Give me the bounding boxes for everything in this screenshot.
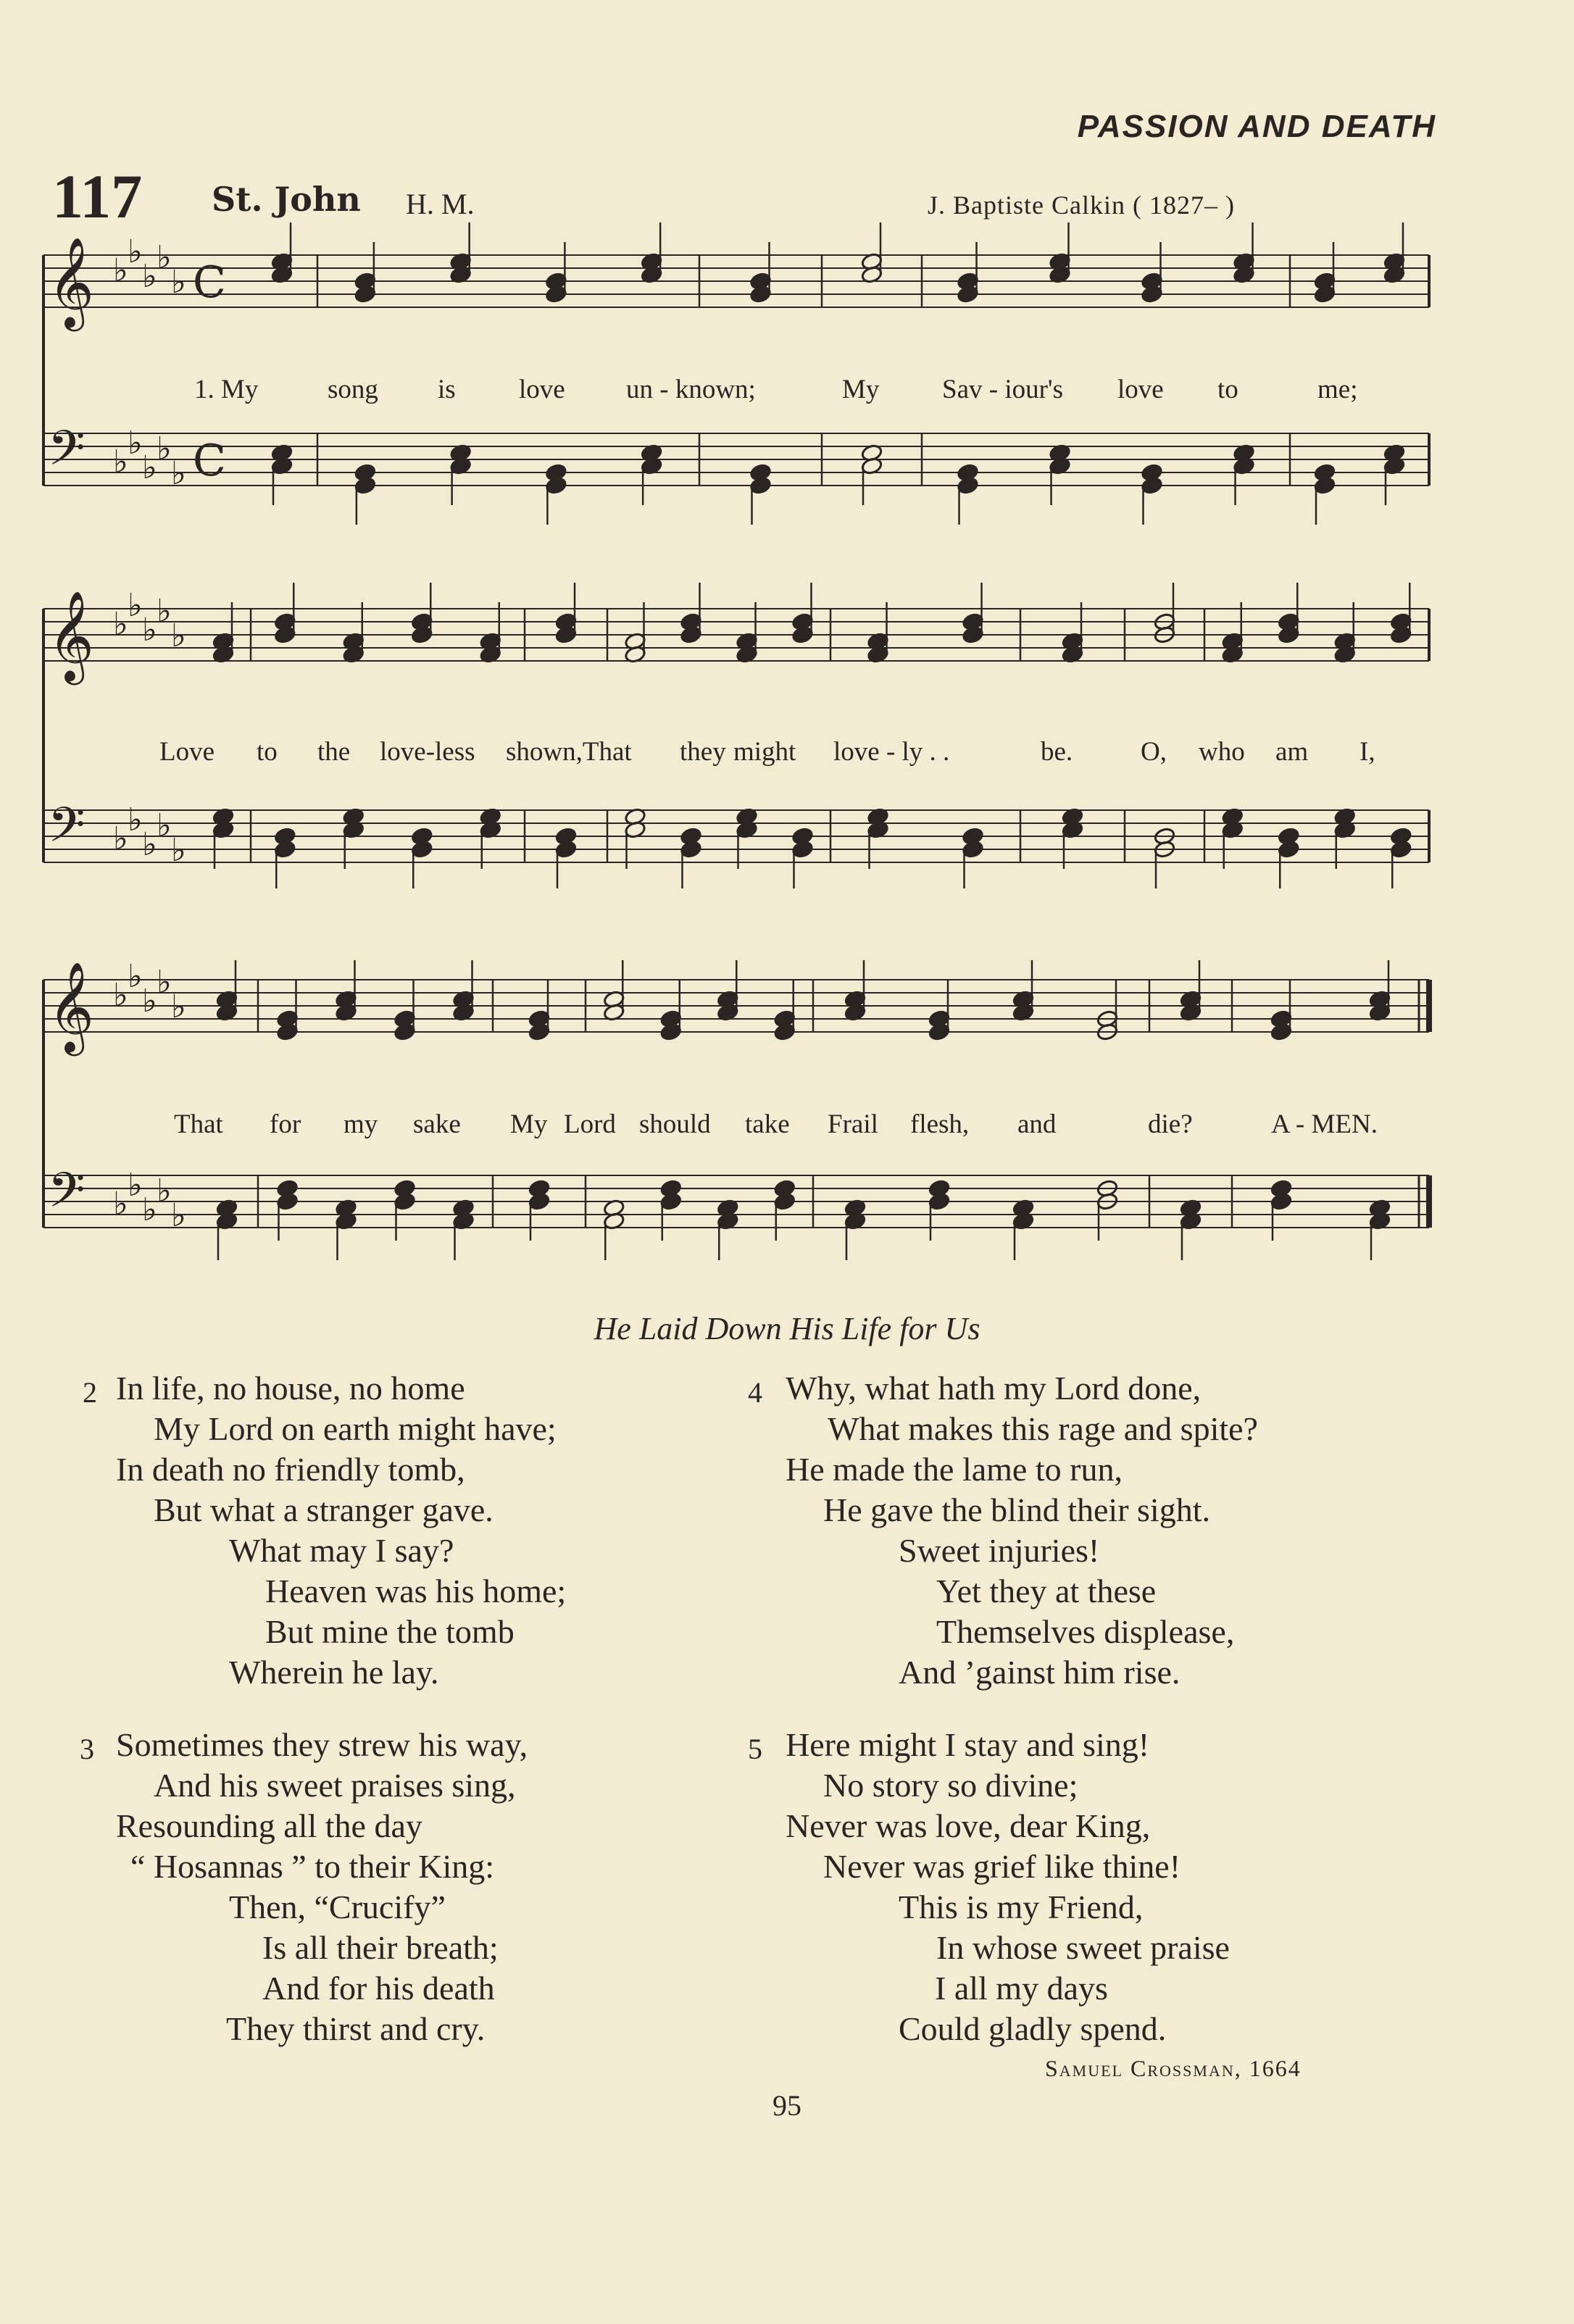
stanza-line: But mine the tomb xyxy=(265,1613,515,1650)
note-head xyxy=(928,1023,951,1041)
note-head xyxy=(1278,840,1300,859)
lyric-syllable: they xyxy=(680,737,726,767)
flat-icon: ♭ xyxy=(113,443,128,480)
stanza-line: Why, what hath my Lord done, xyxy=(786,1370,1202,1407)
stanza xyxy=(786,1725,1230,2049)
hymn-number: 117 xyxy=(52,162,143,231)
flat-icon: ♭ xyxy=(171,1197,186,1234)
stanza-line: Yet they at these xyxy=(936,1573,1157,1609)
stanza-line: Is all their breath; xyxy=(262,1929,499,1966)
stanza-line: Never was grief like thine! xyxy=(823,1848,1181,1885)
flat-icon: ♭ xyxy=(142,449,157,486)
stanza-line: My Lord on earth might have; xyxy=(154,1410,557,1447)
flat-icon: ♭ xyxy=(128,233,143,270)
note-head xyxy=(528,1192,551,1211)
stanza-line: Then, “Crucify” xyxy=(229,1888,446,1925)
stanza-line: In whose sweet praise xyxy=(936,1929,1230,1966)
lyric-syllable: 1. My xyxy=(194,375,259,404)
stanza-line: And ’gainst him rise. xyxy=(899,1654,1180,1691)
note-head xyxy=(545,285,567,304)
flat-icon: ♭ xyxy=(113,1186,128,1223)
stanza-line: What makes this rage and spite? xyxy=(828,1410,1258,1447)
note-head xyxy=(555,840,578,859)
stanza-line: Sometimes they strew his way, xyxy=(116,1726,528,1763)
stanza-line: What may I say? xyxy=(229,1532,454,1569)
flat-icon: ♭ xyxy=(113,606,128,643)
lyric-syllable: A - MEN. xyxy=(1271,1109,1378,1139)
note-head xyxy=(1314,476,1336,495)
flat-icon: ♭ xyxy=(113,820,128,857)
lyric-syllable: me; xyxy=(1317,375,1358,404)
note-head xyxy=(276,1192,299,1211)
note-head xyxy=(1390,840,1412,859)
note-head xyxy=(962,840,984,859)
stanza-number: 3 xyxy=(80,1733,94,1765)
note-head xyxy=(659,1023,682,1041)
flat-icon: ♭ xyxy=(142,826,157,863)
flat-icon: ♭ xyxy=(128,1167,143,1204)
stanza-line: I all my days xyxy=(935,1970,1108,2007)
stanza-line: Could gladly spend. xyxy=(899,2010,1167,2047)
flat-icon: ♭ xyxy=(157,239,172,276)
note-head xyxy=(274,840,296,859)
flat-icon: ♭ xyxy=(157,807,172,844)
note-head xyxy=(528,1023,551,1041)
bass-clef-icon: 𝄢 xyxy=(48,1162,86,1230)
lyric-syllable: Lord xyxy=(564,1109,616,1139)
page-number: 95 xyxy=(773,2089,801,2122)
lyric-syllable: shown,That xyxy=(506,737,632,767)
note-head xyxy=(411,625,433,644)
stanza-line: In life, no house, no home xyxy=(116,1370,465,1407)
stanza-line: But what a stranger gave. xyxy=(154,1491,494,1528)
flat-icon: ♭ xyxy=(128,425,143,462)
note-head xyxy=(928,1192,951,1211)
flat-icon: ♭ xyxy=(171,617,186,654)
flat-icon: ♭ xyxy=(128,958,143,995)
note-head xyxy=(411,840,433,859)
stanza-line: Heaven was his home; xyxy=(265,1573,567,1609)
flat-icon: ♭ xyxy=(171,832,186,869)
note-head xyxy=(749,285,772,304)
stanza-line: They thirst and cry. xyxy=(226,2010,486,2047)
flat-icon: ♭ xyxy=(157,1173,172,1209)
stanza-number: 2 xyxy=(83,1376,97,1409)
common-time-icon: C xyxy=(193,257,226,308)
stanza-line: Never was love, dear King, xyxy=(786,1807,1151,1844)
lyric-syllable: die? xyxy=(1148,1109,1193,1139)
lyric-syllable: take xyxy=(745,1109,790,1139)
stanza-line: And for his death xyxy=(262,1970,495,2007)
stanza-number: 4 xyxy=(748,1376,762,1409)
note-head xyxy=(680,625,702,644)
flat-icon: ♭ xyxy=(142,983,157,1020)
meter: H. M. xyxy=(406,188,475,220)
note-head xyxy=(1141,285,1163,304)
stanza xyxy=(786,1368,1258,1693)
lyric-syllable: flesh, xyxy=(910,1109,970,1139)
lyric-syllable: Love xyxy=(159,737,215,767)
lyric-syllable: to xyxy=(1217,375,1238,404)
note-head xyxy=(791,840,814,859)
flat-icon: ♭ xyxy=(171,264,186,301)
note-head xyxy=(1270,1023,1293,1041)
stanza-number: 5 xyxy=(748,1733,762,1765)
note-head xyxy=(276,1023,299,1041)
flat-icon: ♭ xyxy=(157,964,172,1001)
tune-name: St. John xyxy=(212,180,361,219)
stanza-line: And his sweet praises sing, xyxy=(154,1767,516,1804)
note-head xyxy=(957,476,979,495)
text-author: Samuel Crossman, 1664 xyxy=(1045,2055,1302,2081)
treble-clef-icon: 𝄞 xyxy=(48,962,94,1052)
note-head xyxy=(1141,476,1163,495)
note-head xyxy=(545,476,567,495)
stanza-line: Resounding all the day xyxy=(116,1807,422,1844)
stanza-line: He gave the blind their sight. xyxy=(823,1491,1210,1528)
note-head xyxy=(354,285,377,304)
lyric-syllable: O, xyxy=(1141,737,1167,767)
flat-icon: ♭ xyxy=(142,258,157,295)
bass-clef-icon: 𝄢 xyxy=(48,797,86,865)
lyric-syllable: and xyxy=(1017,1109,1057,1139)
lyric-syllable: be. xyxy=(1041,737,1073,767)
lyric-syllable: Frail xyxy=(828,1109,878,1139)
note-head xyxy=(791,625,814,644)
treble-clef-icon: 𝄞 xyxy=(48,591,94,681)
note-head xyxy=(274,625,296,644)
note-head xyxy=(680,840,702,859)
treble-clef-icon: 𝄞 xyxy=(48,237,94,328)
lyric-syllable: song xyxy=(328,375,378,404)
lyric-syllable: un - known; xyxy=(626,375,756,404)
note-head xyxy=(749,476,772,495)
flat-icon: ♭ xyxy=(171,988,186,1025)
note-head xyxy=(1270,1192,1293,1211)
lyric-syllable: to xyxy=(257,737,278,767)
flat-icon: ♭ xyxy=(113,977,128,1014)
lyric-syllable: My xyxy=(510,1109,548,1139)
note-head xyxy=(354,476,377,495)
stanza xyxy=(116,1725,528,2049)
flat-icon: ♭ xyxy=(142,612,157,649)
lyric-syllable: should xyxy=(639,1109,711,1139)
stanza-line: He made the lame to run, xyxy=(786,1451,1123,1488)
stanza-line: This is my Friend, xyxy=(899,1888,1144,1925)
stanza-line: In death no friendly tomb, xyxy=(116,1451,465,1488)
note-head xyxy=(394,1023,416,1041)
stanza-line: No story so divine; xyxy=(823,1767,1078,1804)
lyric-syllable: My xyxy=(842,375,880,404)
note-head xyxy=(962,625,984,644)
note-head xyxy=(555,625,578,644)
note-head xyxy=(1390,625,1412,644)
flat-icon: ♭ xyxy=(128,587,143,624)
section-header: PASSION AND DEATH xyxy=(1077,109,1436,144)
stanza-line: Here might I stay and sing! xyxy=(786,1726,1150,1763)
lyric-syllable: love xyxy=(519,375,565,404)
hymn-subtitle: He Laid Down His Life for Us xyxy=(594,1311,980,1346)
lyric-syllable: for xyxy=(270,1109,301,1139)
lyric-syllable: love-less xyxy=(380,737,475,767)
common-time-icon: C xyxy=(193,436,226,486)
flat-icon: ♭ xyxy=(128,801,143,838)
note-head xyxy=(659,1192,682,1211)
composer: J. Baptiste Calkin ( 1827– ) xyxy=(928,191,1235,220)
note-head xyxy=(1314,285,1336,304)
flat-icon: ♭ xyxy=(113,252,128,289)
lyric-syllable: is xyxy=(438,375,456,404)
lyric-syllable: I, xyxy=(1359,737,1375,767)
lyric-syllable: love - ly . . xyxy=(833,737,950,767)
flat-icon: ♭ xyxy=(142,1191,157,1228)
lyric-syllable: love xyxy=(1117,375,1164,404)
lyric-syllable: sake xyxy=(413,1109,461,1139)
lyric-syllable: am xyxy=(1275,737,1309,767)
lyric-syllable: my xyxy=(343,1109,378,1139)
stanza xyxy=(116,1368,566,1693)
flat-icon: ♭ xyxy=(157,593,172,630)
lyric-syllable: Sav - iour's xyxy=(942,375,1063,404)
flat-icon: ♭ xyxy=(171,455,186,492)
stanza-line: Wherein he lay. xyxy=(229,1654,439,1691)
lyric-syllable: might xyxy=(733,737,796,767)
note-head xyxy=(394,1192,416,1211)
note-head xyxy=(1278,625,1300,644)
bass-clef-icon: 𝄢 xyxy=(48,420,86,488)
lyric-syllable: the xyxy=(317,737,351,767)
lyric-syllable: That xyxy=(174,1109,223,1139)
note-head xyxy=(773,1192,796,1211)
stanza-line: Themselves displease, xyxy=(936,1613,1235,1650)
stanza-line: “ Hosannas ” to their King: xyxy=(130,1848,495,1885)
note-head xyxy=(957,285,979,304)
lyric-syllable: who xyxy=(1199,737,1245,767)
flat-icon: ♭ xyxy=(157,430,172,467)
stanza-line: Sweet injuries! xyxy=(899,1532,1100,1569)
note-head xyxy=(773,1023,796,1041)
